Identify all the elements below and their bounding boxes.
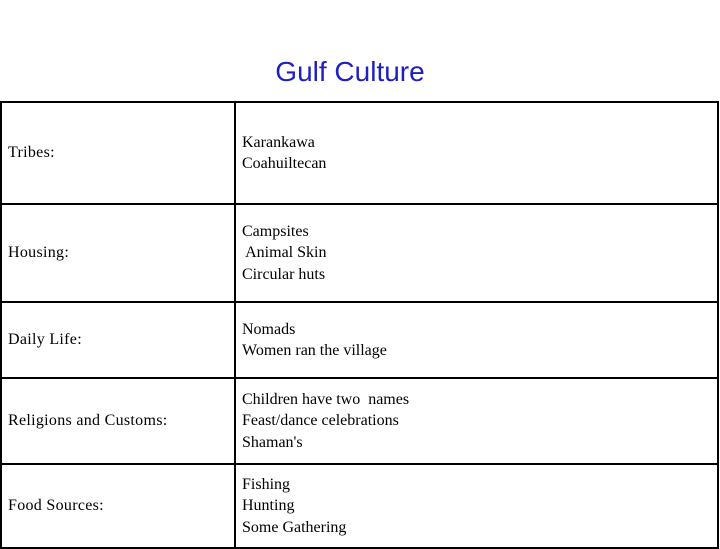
- row-label-food-sources: Food Sources:: [1, 464, 235, 548]
- page-title: Gulf Culture: [275, 56, 425, 87]
- row-value-housing: [235, 204, 718, 302]
- row-value-tribes: [235, 102, 718, 204]
- row-label-housing: Housing:: [1, 204, 235, 302]
- value-line: Circular huts: [242, 265, 326, 283]
- value-line: Feast/dance celebrations: [242, 412, 399, 430]
- row-label-tribes: Tribes:: [1, 102, 235, 204]
- value-line: Shaman's: [242, 433, 303, 451]
- value-line: Fishing: [242, 475, 291, 493]
- table-row-tribes: [1, 102, 718, 204]
- value-line: Karankawa: [242, 133, 315, 151]
- table-row-religions-customs: [1, 378, 718, 464]
- value-line: Some Gathering: [242, 518, 347, 536]
- value-line: Children have two names: [242, 390, 410, 408]
- value-line: Hunting: [242, 497, 295, 515]
- row-label-religions-customs: Religions and Customs:: [1, 378, 235, 464]
- row-label-daily-life: Daily Life:: [1, 302, 235, 378]
- value-line: Animal Skin: [242, 244, 327, 262]
- row-value-food-sources: [235, 464, 718, 548]
- culture-table: [0, 101, 719, 549]
- value-line: Campsites: [242, 222, 309, 240]
- value-line: Coahuiltecan: [242, 155, 327, 172]
- table-row-food-sources: [1, 464, 718, 548]
- value-line: Women ran the village: [242, 342, 387, 359]
- row-value-religions-customs: [235, 378, 718, 464]
- value-line: Nomads: [242, 320, 296, 338]
- table-row-daily-life: [1, 302, 718, 378]
- row-value-daily-life: [235, 302, 718, 378]
- table-row-housing: [1, 204, 718, 302]
